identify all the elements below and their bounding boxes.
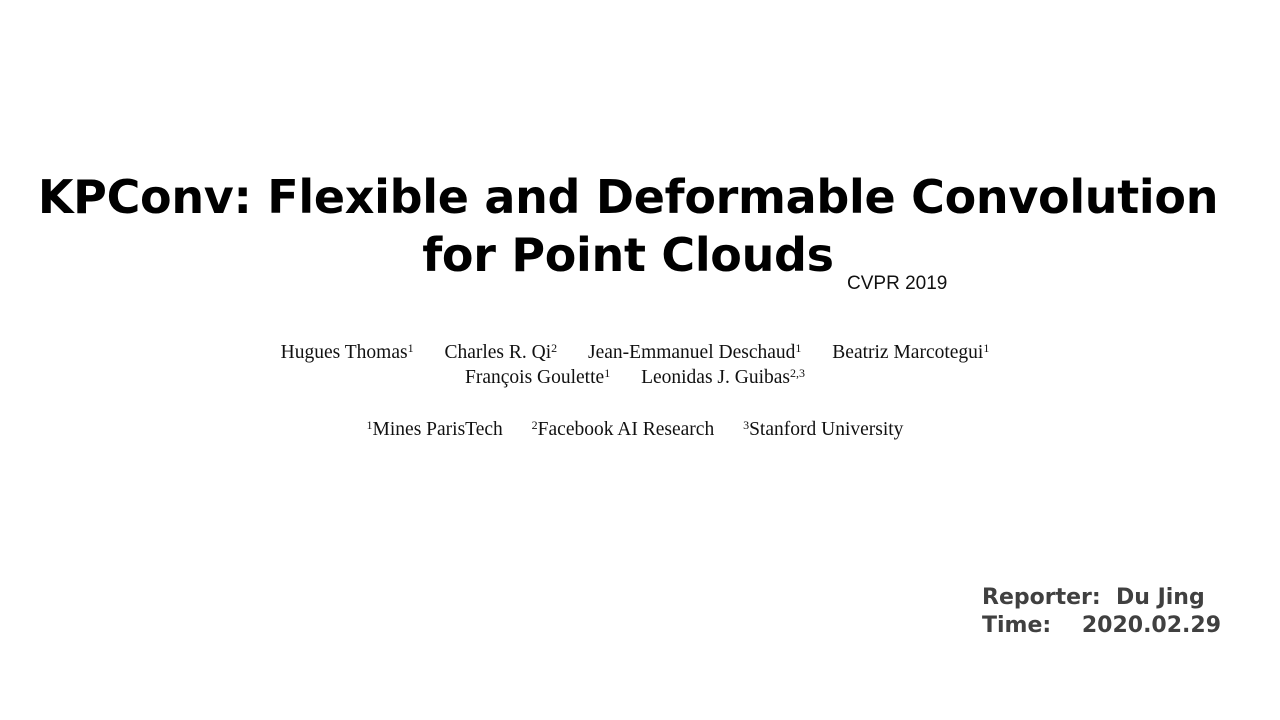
affiliation: $^1$Mines ParisTech	[366, 418, 503, 440]
time-value: 2020.02.29	[1081, 613, 1222, 638]
author-list	[0, 340, 1270, 390]
author-row-2	[0, 365, 1270, 390]
venue-label: CVPR 2019	[847, 273, 948, 294]
affiliation: $^3$Stanford University	[743, 418, 904, 440]
paper-title-line-1: KPConv: Flexible and Deformable Convolution	[37, 170, 1219, 224]
author: Jean-Emmanuel Deschaud$^1$	[588, 341, 802, 363]
author: Leonidas J. Guibas$^{2,3}$	[641, 366, 805, 388]
author: François Goulette$^1$	[465, 366, 611, 388]
author: Hugues Thomas$^1$	[280, 341, 414, 363]
time-label: Time:	[982, 613, 1052, 638]
paper-title	[0, 168, 1256, 284]
affiliation: $^2$Facebook AI Research	[531, 418, 715, 440]
author-row-1	[0, 340, 1270, 365]
author: Charles R. Qi$^2$	[444, 341, 558, 363]
author: Beatriz Marcotegui$^1$	[832, 341, 990, 363]
reporter-name: Du Jing	[1116, 585, 1205, 610]
reporter-label: Reporter:	[982, 585, 1101, 610]
reporter-block	[982, 584, 1221, 640]
affiliation-list	[0, 417, 1270, 442]
paper-title-line-2: for Point Clouds	[422, 228, 834, 282]
